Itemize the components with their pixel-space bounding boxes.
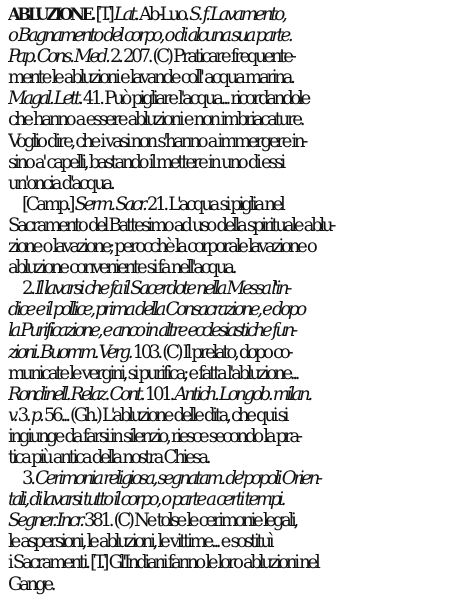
- entry-text-segment: mente le abluzioni e lavande coll' acqua marina.: [8, 67, 293, 89]
- entry-line: [8, 46, 466, 67]
- entry-line: [8, 194, 466, 215]
- entry-text-segment: tica più antica della nostra Chiesa.: [8, 446, 209, 468]
- entry-line: [8, 109, 466, 130]
- entry-text-segment: Rondinell. Relaz. Cont.: [8, 383, 143, 405]
- entry-text-segment: che hanno a essere abluzioni e non imbriacature.: [8, 109, 303, 131]
- entry-text-segment: le aspersioni, le abluzioni, le vittime... e sostituì: [8, 531, 272, 553]
- entry-text-segment: 3.: [22, 468, 36, 490]
- entry-line: [8, 426, 466, 447]
- entry-text-segment: la Purificazione, e anco in altre ecclesiastiche fun-: [8, 320, 295, 342]
- entry-text-segment: dice e il pollice, prima della Consacrazione, e dopo: [8, 299, 304, 321]
- entry-line: [8, 4, 466, 25]
- entry-line: [8, 552, 466, 573]
- entry-text-segment: Sacramento del Battesimo ad uso della spirituale ablu-: [8, 214, 334, 236]
- entry-line: [8, 257, 466, 278]
- entry-text-segment: 56... (Gh.) L'abluzione delle dita, che qui si: [41, 404, 287, 426]
- entry-text-segment: i Sacramenti. [T.] Gl'Indiani fanno le loro abluzioni nel: [8, 552, 318, 574]
- entry-text-segment: 2.: [22, 278, 36, 300]
- entry-text-segment: ingiunge da farsi in silenzio, riesce secondo la pra-: [8, 425, 300, 447]
- entry-text-segment: o Bagnamento del corpo, o di alcuna sua parte.: [8, 25, 291, 47]
- entry-text-segment: 41. Può pigliare l'acqua... ricordandole: [80, 88, 308, 110]
- entry-text-segment: Serm. Sacr.: [74, 193, 145, 215]
- entry-line: [8, 405, 466, 426]
- entry-text-segment: Voglio dire, che i vasi non s'hanno a immergere in-: [8, 130, 306, 152]
- entry-line: [8, 152, 466, 173]
- entry-line: [8, 384, 466, 405]
- entry-text-segment: Antich. Longob. milan.: [174, 383, 310, 405]
- entry-text-segment: Segner. Incr.: [8, 510, 82, 532]
- entry-text-segment: 3.: [15, 404, 31, 426]
- entry-text-segment: Pap. Cons. Med.: [8, 46, 108, 68]
- entry-line: [8, 236, 466, 257]
- entry-text-segment: abluzione conveniente si fa nell'acqua.: [8, 257, 235, 279]
- entry-line: [8, 25, 466, 46]
- entry-text-segment: [Camp.]: [22, 193, 75, 215]
- entry-line: [8, 131, 466, 152]
- entry-line: [8, 447, 466, 468]
- entry-text-segment: Cerimonia religiosa, segnatam. de'popoli Orien-: [35, 468, 320, 490]
- entry-line: [8, 173, 466, 194]
- entry-text-segment: p.: [30, 404, 42, 426]
- entry-line: [8, 489, 466, 510]
- entry-text-segment: Magal. Lett.: [8, 88, 81, 110]
- entry-line: [8, 363, 466, 384]
- entry-line: [8, 342, 466, 363]
- entry-line: [8, 67, 466, 88]
- entry-line: [8, 215, 466, 236]
- entry-text-segment: 2. 207. (C) Praticare frequente-: [107, 46, 294, 68]
- entry-text-segment: Gange.: [8, 573, 54, 595]
- entry-text-segment: Lat.: [114, 4, 137, 25]
- dictionary-entry: [8, 4, 466, 595]
- entry-text-segment: [T.]: [93, 4, 114, 25]
- entry-line: [8, 468, 466, 489]
- entry-text-segment: 103. (C) Il prelato, dopo co-: [130, 341, 291, 363]
- entry-line: [8, 320, 466, 341]
- entry-text-segment: Ab-Luo.: [136, 4, 190, 25]
- entry-text-segment: sino a' capelli, bastando il mettere in uno di essi: [8, 151, 283, 173]
- entry-text-segment: S. f. Lavamento,: [189, 4, 285, 25]
- entry-line: [8, 574, 466, 595]
- entry-text-segment: v.: [8, 404, 16, 426]
- entry-text-segment: 101.: [142, 383, 175, 405]
- entry-text-segment: 21. L'acqua si piglia nel: [144, 193, 283, 215]
- entry-text-segment: tali, di lavarsi tutto il corpo, o parte a certi tempi.: [8, 489, 284, 511]
- entry-text-segment: Il lavarsi che fa il Sacerdote nella Messa l'in-: [35, 278, 289, 300]
- entry-text-segment: un'oncia d'acqua.: [8, 172, 113, 194]
- entry-headword: ABLUZIONE.: [8, 5, 94, 24]
- entry-line: [8, 299, 466, 320]
- entry-line: [8, 510, 466, 531]
- entry-line: [8, 88, 466, 109]
- entry-text-segment: zioni. Buomm. Verg.: [8, 341, 131, 363]
- entry-text-segment: 381. (C) Ne tolse le cerimonie legali,: [81, 510, 296, 532]
- entry-text-segment: municate le vergini, si purifica; e fatta l'abluzione...: [8, 362, 298, 384]
- entry-line: [8, 531, 466, 552]
- entry-text-segment: zione o lavazione; perocchè la corporale lavazione o: [8, 236, 315, 258]
- entry-line: [8, 278, 466, 299]
